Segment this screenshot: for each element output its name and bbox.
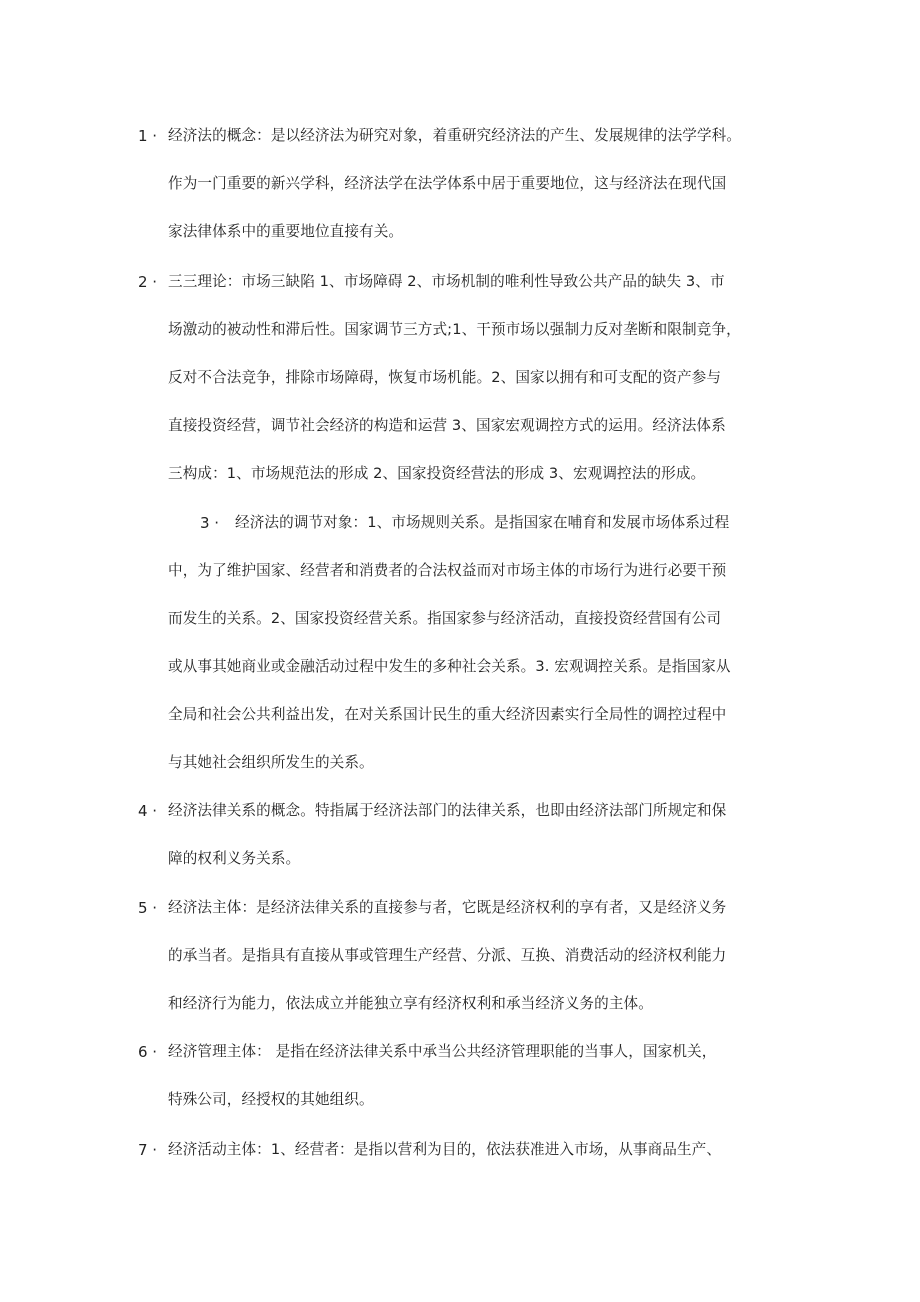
list-item-4 <box>0 787 920 883</box>
text-line: 经济法的概念：是以经济法为研究对象，着重研究经济法的产生、发展规律的法学学科。 <box>168 127 742 144</box>
text-line: 而发生的关系。2、国家投资经营关系。指国家参与经济活动，直接投资经营国有公司 <box>168 610 722 627</box>
list-item-2 <box>0 258 920 498</box>
text-line: 经济法主体：是经济法律关系的直接参与者，它既是经济权利的享有者，又是经济义务 <box>168 899 727 916</box>
text-line: 作为一门重要的新兴学科，经济法学在法学体系中居于重要地位，这与经济法在现代国 <box>168 175 727 192</box>
text-line: 特殊公司，经授权的其她组织。 <box>168 1091 374 1108</box>
text-line: 中，为了维护国家、经营者和消费者的合法权益而对市场主体的市场行为进行必要干预 <box>168 562 727 579</box>
list-item-7 <box>0 1126 920 1174</box>
text-line: 与其她社会组织所发生的关系。 <box>168 754 374 771</box>
text-line: 或从事其她商业或金融活动过程中发生的多种社会关系。3. 宏观调控关系。是指国家从 <box>168 658 731 675</box>
item-number: 2 · <box>138 273 158 291</box>
text-line: 经济管理主体： 是指在经济法律关系中承当公共经济管理职能的当事人，国家机关， <box>168 1043 717 1060</box>
list-item-3 <box>0 499 920 787</box>
item-number: 5 · <box>138 899 158 917</box>
text-line: 经济活动主体：1、经营者：是指以营利为目的，依法获准进入市场，从事商品生产、 <box>168 1141 722 1158</box>
list-item-5 <box>0 884 920 1028</box>
text-line: 的承当者。是指具有直接从事或管理生产经营、分派、互换、消费活动的经济权利能力 <box>168 947 727 964</box>
text-line: 直接投资经营，调节社会经济的构造和运营 3、国家宏观调控方式的运用。经济法体系 <box>168 417 726 434</box>
text-line: 经济法律关系的概念。特指属于经济法部门的法律关系，也即由经济法部门所规定和保 <box>168 802 727 819</box>
text-line: 障的权利义务关系。 <box>168 850 301 867</box>
text-line: 经济法的调节对象：1、市场规则关系。是指国家在哺育和发展市场体系过程 <box>235 514 730 531</box>
text-line: 三构成：1、市场规范法的形成 2、国家投资经营法的形成 3、宏观调控法的形成。 <box>168 465 706 482</box>
text-line: 家法律体系中的重要地位直接有关。 <box>168 223 404 240</box>
list-item-6 <box>0 1028 920 1124</box>
item-number: 3 · <box>200 514 220 532</box>
text-line: 和经济行为能力，依法成立并能独立享有经济权利和承当经济义务的主体。 <box>168 995 653 1012</box>
list-item-1 <box>0 112 920 256</box>
item-number: 6 · <box>138 1043 158 1061</box>
text-line: 三三理论：市场三缺陷 1、市场障碍 2、市场机制的唯利性导致公共产品的缺失 3、市 <box>168 273 725 290</box>
text-line: 场激动的被动性和滞后性。国家调节三方式;1、干预市场以强制力反对垄断和限制竞争， <box>168 321 741 338</box>
text-line: 全局和社会公共利益出发，在对关系国计民生的重大经济因素实行全局性的调控过程中 <box>168 706 727 723</box>
item-number: 4 · <box>138 802 158 820</box>
item-number: 1 · <box>138 127 158 145</box>
text-line: 反对不合法竞争，排除市场障碍，恢复市场机能。2、国家以拥有和可支配的资产参与 <box>168 369 722 386</box>
item-number: 7 · <box>138 1141 158 1159</box>
